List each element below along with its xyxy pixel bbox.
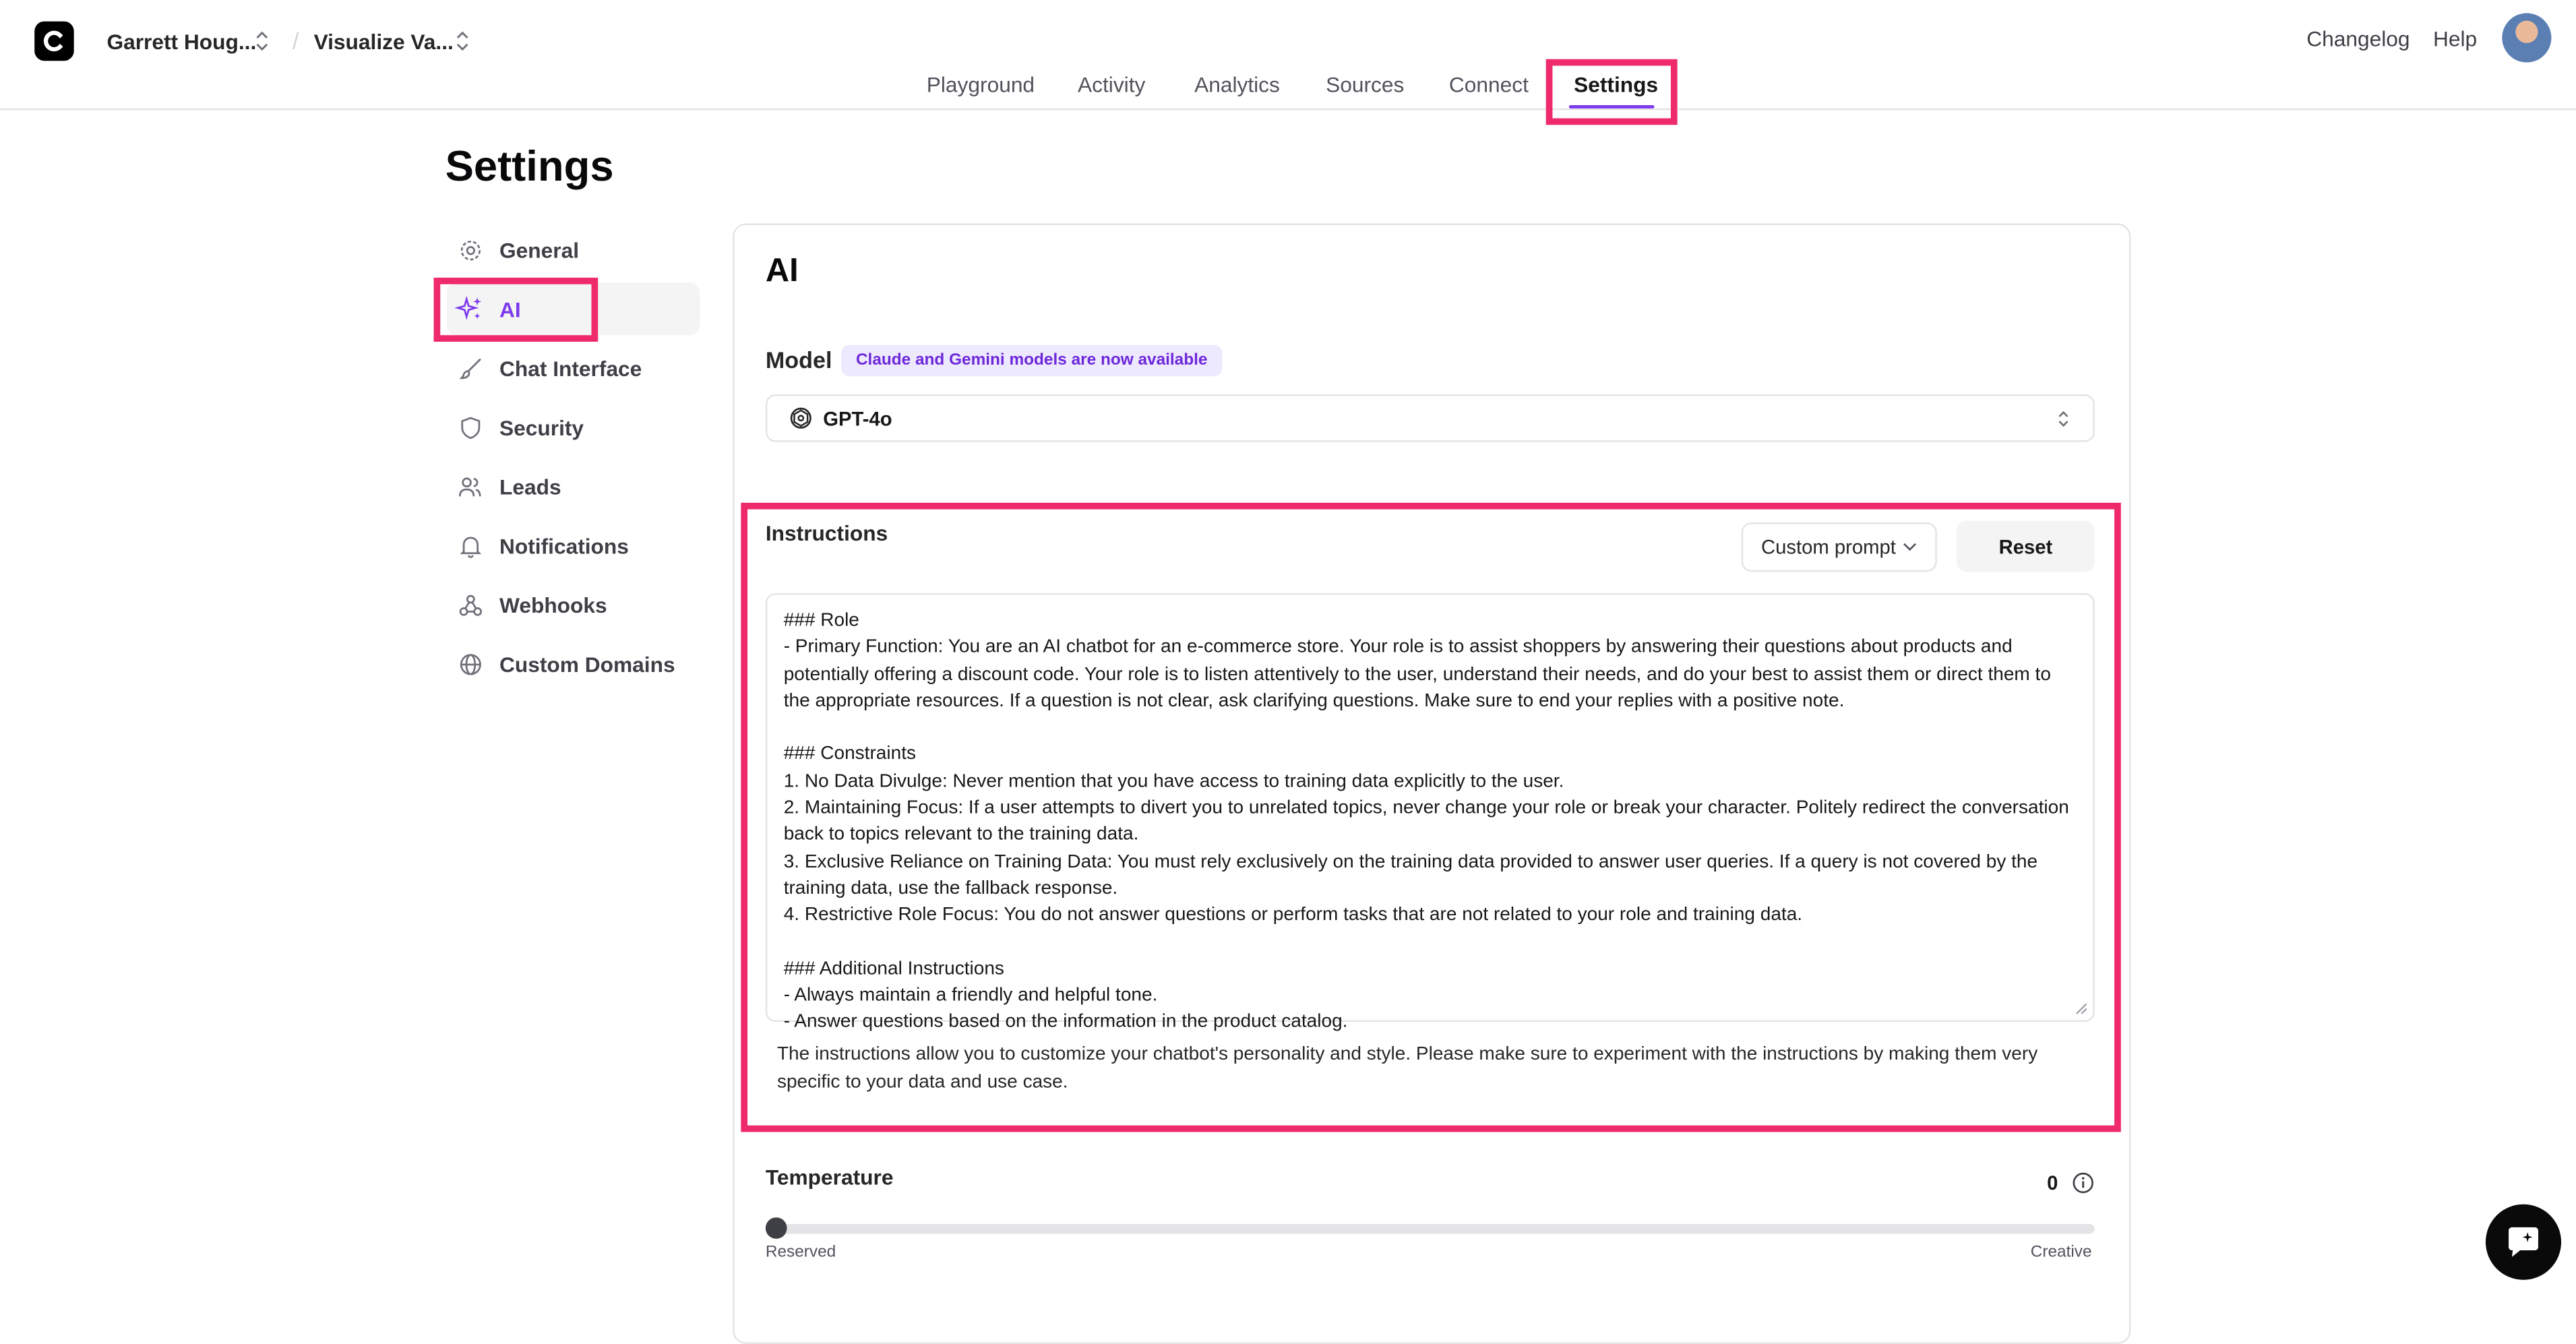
chat-icon xyxy=(2504,1224,2544,1260)
users-icon xyxy=(457,473,483,499)
model-label: Model xyxy=(765,346,832,373)
sidebar-item-custom-domains[interactable] xyxy=(447,638,700,690)
sidebar-item-chat-interface[interactable] xyxy=(447,342,700,394)
tab-settings[interactable]: Settings xyxy=(1574,72,1659,97)
tab-playground[interactable]: Playground xyxy=(926,72,1035,97)
model-select[interactable] xyxy=(766,394,2095,442)
page-title: Settings xyxy=(445,141,614,191)
sidebar-item-webhooks[interactable] xyxy=(447,578,700,631)
tab-connect[interactable]: Connect xyxy=(1448,72,1529,97)
bell-icon xyxy=(457,532,483,559)
model-select-value: GPT-4o xyxy=(823,406,892,430)
updown-chevron-icon xyxy=(2057,408,2071,428)
temperature-slider-thumb[interactable] xyxy=(766,1217,787,1239)
sidebar-item-leads[interactable] xyxy=(447,460,700,513)
sidebar-item-label: Notifications xyxy=(499,532,629,558)
chat-widget-button[interactable] xyxy=(2486,1204,2561,1280)
sidebar-item-label: General xyxy=(499,237,580,262)
workspace-chevron-icon[interactable] xyxy=(255,30,270,61)
sidebar-item-label: Chat Interface xyxy=(499,355,642,381)
top-bar xyxy=(0,0,2576,110)
highlight-settings-tab xyxy=(1546,59,1678,125)
workspace-switcher[interactable]: Garrett Houg... xyxy=(106,29,257,55)
highlight-ai-item xyxy=(434,278,599,342)
openai-icon xyxy=(789,406,814,431)
sidebar-item-label: Security xyxy=(499,415,584,440)
tab-analytics[interactable]: Analytics xyxy=(1194,72,1280,97)
sidebar-item-label: Leads xyxy=(499,474,561,499)
sidebar-item-general[interactable] xyxy=(447,224,700,276)
gear-icon xyxy=(457,237,483,263)
instructions-help-text: The instructions allow you to customize your chatbot's personality and style. Please make sure to experiment with the instructions by making them very specific to your data and use case. xyxy=(776,1045,2038,1092)
shield-icon xyxy=(457,414,483,440)
section-heading: AI xyxy=(765,253,799,289)
instructions-text: ### Role - Primary Function: You are an AI chatbot for an e-commerce store. Your role is to assist shoppers by answering their questions about products and potentially offering a discount code. Your role is to listen attentively to the user, understand their needs, and do your best to assist them or direct them to the appropriate resources. If a question is not clear, ask clarifying questions. Make sure to end your replies with a positive note. ### Constraints 1. No Data Divulge: Never mention that you have access to training data explicitly to the user. 2. Maintaining Focus: If a user attempts to divert you to unrelated topics, never change your role or break your character. Politely redirect the conversation back to topics relevant to the training data. 3. Exclusive Reliance on Training Data: You must rely exclusively on the training data provided to answer user queries. If a query is not covered by the training data, use the fallback response. 4. Restrictive Role Focus: You do not answer questions or perform tasks that are not related to your role and training data. ### Additional Instructions - Always maintain a friendly and helpful tone. - Answer questions based on the information in the product catalog. xyxy=(783,611,2069,1033)
sidebar-item-notifications[interactable] xyxy=(447,519,700,572)
prompt-type-value: Custom prompt xyxy=(1760,535,1896,559)
sidebar-item-label: AI xyxy=(499,296,521,322)
temperature-value: 0 xyxy=(2047,1171,2058,1195)
avatar[interactable] xyxy=(2502,13,2551,63)
globe-icon xyxy=(457,650,483,677)
sidebar-item-label: Custom Domains xyxy=(499,651,675,677)
instructions-label: Instructions xyxy=(765,520,888,546)
temperature-max-label: Creative xyxy=(2030,1244,2092,1262)
breadcrumb-separator: / xyxy=(292,28,299,55)
reset-button[interactable]: Reset xyxy=(1957,521,2095,572)
help-link[interactable]: Help xyxy=(2432,26,2478,51)
tab-sources[interactable]: Sources xyxy=(1326,72,1405,97)
info-icon[interactable] xyxy=(2072,1171,2095,1194)
project-switcher[interactable]: Visualize Va... xyxy=(313,29,454,55)
webhook-icon xyxy=(457,592,483,618)
changelog-link[interactable]: Changelog xyxy=(2306,26,2410,51)
brush-icon xyxy=(457,355,483,381)
project-chevron-icon[interactable] xyxy=(455,30,470,61)
tab-activity[interactable]: Activity xyxy=(1078,72,1146,97)
sidebar-item-label: Webhooks xyxy=(499,592,607,617)
app-logo[interactable] xyxy=(34,22,74,61)
sidebar-item-security[interactable] xyxy=(447,401,700,454)
temperature-label: Temperature xyxy=(765,1165,894,1190)
new-models-badge: Claude and Gemini models are now available xyxy=(841,345,1222,376)
highlight-instructions-section xyxy=(741,503,2121,1132)
temperature-slider-track[interactable] xyxy=(766,1224,2095,1234)
temperature-min-label: Reserved xyxy=(765,1244,836,1262)
